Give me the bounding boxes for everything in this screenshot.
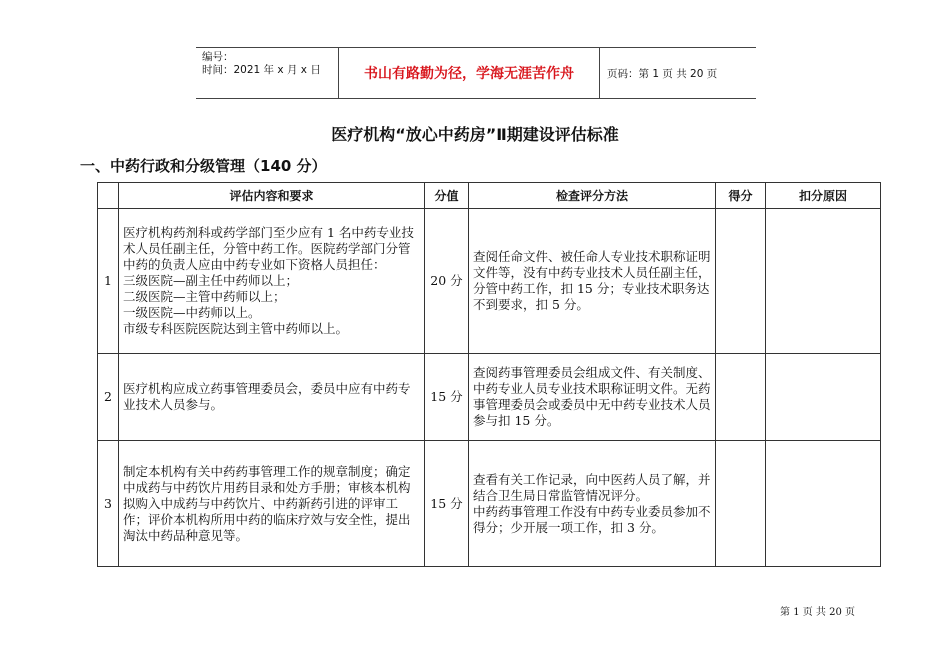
score-cell: 15 分 bbox=[425, 354, 469, 441]
table-row bbox=[98, 354, 881, 441]
requirement-cell: 医疗机构应成立药事管理委员会，委员中应有中药专业技术人员参与。 bbox=[119, 354, 425, 441]
evaluation-table bbox=[97, 182, 881, 567]
got-score-cell bbox=[716, 441, 766, 567]
col-header-num bbox=[98, 183, 119, 209]
col-header-reason: 扣分原因 bbox=[766, 183, 881, 209]
reason-cell bbox=[766, 209, 881, 354]
requirement-cell: 医疗机构药剂科或药学部门至少应有 1 名中药专业技术人员任副主任，分管中药工作。医院药学部门分管中药的负责人应由中药专业如下资格人员担任： 三级医院—副主任中药师以上； 二级医院—主管中药师以上； 一级医院—中药师以上。 市级专科医院医院达到主管中药师以上。 bbox=[119, 209, 425, 354]
page-footer: 第 1 页 共 20 页 bbox=[780, 607, 855, 618]
header-meta bbox=[196, 48, 339, 98]
row-number: 2 bbox=[98, 354, 119, 441]
method-cell: 查阅药事管理委员会组成文件、有关制度、中药专业人员专业技术职称证明文件。无药事管理委员会或委员中无中药专业技术人员参与扣 15 分。 bbox=[469, 354, 716, 441]
got-score-cell bbox=[716, 209, 766, 354]
table-header-row bbox=[98, 183, 881, 209]
row-number: 3 bbox=[98, 441, 119, 567]
doc-date-label: 时间：2021 年 x 月 x 日 bbox=[202, 64, 321, 76]
got-score-cell bbox=[716, 354, 766, 441]
page-header bbox=[196, 47, 756, 99]
col-header-got: 得分 bbox=[716, 183, 766, 209]
score-cell: 20 分 bbox=[425, 209, 469, 354]
header-page-number: 页码：第 1 页 共 20 页 bbox=[607, 67, 718, 80]
col-header-method: 检查评分方法 bbox=[469, 183, 716, 209]
method-cell: 查看有关工作记录，向中医药人员了解，并结合卫生局日常监管情况评分。 中药药事管理工作没有中药专业委员参加不得分；少开展一项工作，扣 3 分。 bbox=[469, 441, 716, 567]
header-motto: 书山有路勤为径，学海无涯苦作舟 bbox=[339, 48, 600, 98]
col-header-requirement: 评估内容和要求 bbox=[119, 183, 425, 209]
score-cell: 15 分 bbox=[425, 441, 469, 567]
row-number: 1 bbox=[98, 209, 119, 354]
document-title: 医疗机构“放心中药房”Ⅱ期建设评估标准 bbox=[331, 125, 619, 144]
method-cell: 查阅任命文件、被任命人专业技术职称证明文件等，没有中药专业技术人员任副主任，分管中药工作，扣 15 分；专业技术职务达不到要求，扣 5 分。 bbox=[469, 209, 716, 354]
requirement-cell: 制定本机构有关中药药事管理工作的规章制度；确定中成药与中药饮片用药目录和处方手册；审核本机构拟购入中成药与中药饮片、中药新药引进的评审工作；评价本机构所用中药的临床疗效与安全性，提出淘汰中药品种意见等。 bbox=[119, 441, 425, 567]
doc-number-label: 编号： bbox=[202, 51, 234, 63]
reason-cell bbox=[766, 441, 881, 567]
table-row bbox=[98, 209, 881, 354]
reason-cell bbox=[766, 354, 881, 441]
section-heading: 一、中药行政和分级管理（140 分） bbox=[80, 157, 327, 175]
col-header-score: 分值 bbox=[425, 183, 469, 209]
table-row bbox=[98, 441, 881, 567]
